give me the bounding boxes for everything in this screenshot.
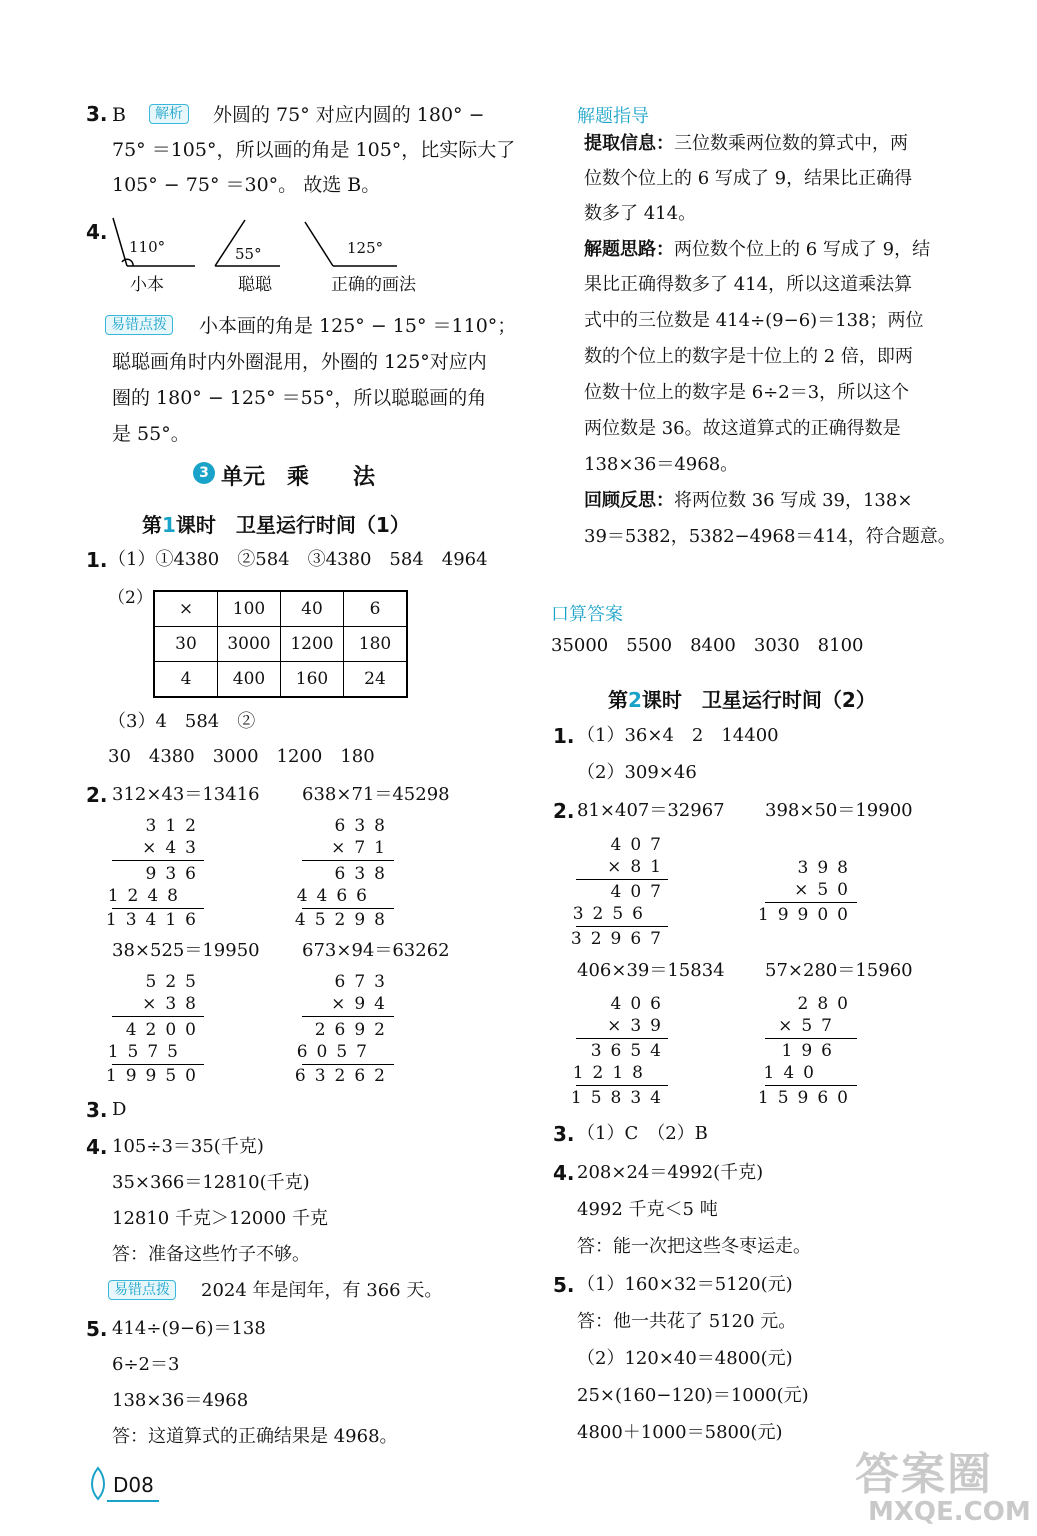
- vert-line: 407: [610, 882, 670, 902]
- r5-line4: 25×(160−120)＝1000(元): [577, 1385, 809, 1406]
- r4-line1: 208×24＝4992(千克): [577, 1162, 764, 1183]
- vert-line: 140: [763, 1063, 823, 1083]
- vert-line: 2692: [314, 1020, 394, 1040]
- vert-line: 15960: [757, 1088, 857, 1108]
- analysis-tag: 解析: [149, 104, 189, 124]
- r1-line1: （1）36×4 2 14400: [577, 725, 779, 746]
- vert-rule: [765, 1085, 857, 1086]
- vert-line: 13416: [105, 910, 205, 930]
- q3-answer: B: [112, 104, 126, 126]
- vert-line: 407: [610, 835, 670, 855]
- p4-line4: 答：准备这些竹子不够。: [112, 1244, 310, 1265]
- q4-tip-line1: 小本画的角是 125° − 15° ＝110°；: [199, 315, 517, 337]
- p5-line2: 6÷2＝3: [112, 1354, 180, 1375]
- vert-line: 4200: [125, 1020, 205, 1040]
- q3-number: 3.: [86, 102, 108, 126]
- guide-line: 两位数是 36。故这道算式的正确得数是: [584, 418, 901, 439]
- leaf-icon: [88, 1466, 108, 1502]
- name-xiaoben: 小本: [130, 275, 164, 295]
- vert-line: 3256: [572, 904, 652, 924]
- vert-line: 3654: [590, 1041, 670, 1061]
- p1-number: 1.: [86, 548, 108, 572]
- vert-line: 45298: [294, 910, 394, 930]
- q3-line1: 外圆的 75° 对应内圆的 180° −: [213, 104, 485, 126]
- guide-thinking: 解题思路：两位数个位上的 6 写成了 9，结: [584, 239, 931, 260]
- vert-line: 936: [145, 864, 205, 884]
- vert-line: 673: [334, 972, 394, 992]
- vert-line: ×71: [331, 838, 394, 858]
- p4-line1: 105÷3＝35(千克): [112, 1136, 264, 1157]
- r3-answer: （1）C （2）B: [577, 1123, 708, 1144]
- vert-line: 638: [334, 864, 394, 884]
- vert-line: 6057: [296, 1042, 376, 1062]
- table-cell: 3000: [218, 627, 281, 662]
- vert-line: 63262: [294, 1066, 394, 1086]
- vert-rule: [576, 879, 668, 880]
- r5-line1: （1）160×32＝5120(元): [577, 1274, 793, 1295]
- p1-line1: （1）①4380 ②584 ③4380 584 4964: [108, 549, 488, 570]
- angle-label-110: 110°: [129, 238, 166, 256]
- table-cell: 400: [218, 662, 281, 698]
- r5-line5: 4800＋1000＝5800(元): [577, 1422, 783, 1443]
- table-cell: 40: [281, 591, 344, 627]
- table-cell: 160: [281, 662, 344, 698]
- p4-line3: 12810 千克＞12000 千克: [112, 1208, 328, 1229]
- vert-line: ×57: [778, 1016, 841, 1036]
- vert-line: 398: [797, 858, 857, 878]
- vert-rule: [302, 1064, 394, 1065]
- p1-line3: （3）4 584 ②: [108, 711, 256, 732]
- q4-tip-line2: 聪聪画角时内外圈混用，外圈的 125°对应内: [112, 351, 487, 373]
- vert-line: 312: [145, 816, 205, 836]
- r2-eq3: 406×39＝15834: [577, 960, 725, 981]
- watermark-url: MXQE.COM: [868, 1497, 1031, 1527]
- r4-line2: 4992 千克＜5 吨: [577, 1199, 718, 1220]
- vert-line: ×94: [331, 994, 394, 1014]
- vert-line: ×43: [142, 838, 205, 858]
- unit-badge: 3: [193, 462, 215, 484]
- guide-line: 数多了 414。: [584, 203, 697, 224]
- vert-rule: [765, 902, 857, 903]
- p4-tip: 2024 年是闰年，有 366 天。: [201, 1280, 443, 1301]
- vert-line: 32967: [570, 929, 670, 949]
- r4-line3: 答：能一次把这些冬枣运走。: [577, 1236, 811, 1257]
- q4-tip-line4: 是 55°。: [112, 423, 190, 445]
- vert-rule: [302, 908, 394, 909]
- vert-line: ×81: [607, 857, 670, 877]
- r5-number: 5.: [553, 1273, 575, 1297]
- table-cell: 100: [218, 591, 281, 627]
- guide-line: 果比正确得数多了 414，所以这道乘法算: [584, 274, 913, 295]
- error-tip-tag: 易错点拨: [105, 315, 173, 335]
- p1-part2-label: （2）: [108, 588, 153, 608]
- p5-line4: 答：这道算式的正确结果是 4968。: [112, 1426, 398, 1447]
- vert-line: 15834: [570, 1088, 670, 1108]
- r1-line2: （2）309×46: [577, 762, 697, 783]
- r4-number: 4.: [553, 1161, 575, 1185]
- table-cell: 30: [154, 627, 218, 662]
- p2-eq1: 312×43＝13416: [112, 784, 260, 805]
- p5-line3: 138×36＝4968: [112, 1390, 249, 1411]
- table-cell: 24: [344, 662, 408, 698]
- r2-eq4: 57×280＝15960: [765, 960, 913, 981]
- lesson1-heading: 第1课时 卫星运行时间（1）: [142, 513, 410, 537]
- guide-title: 解题指导: [577, 106, 649, 127]
- guide-line: 位数个位上的 6 写成了 9，结果比正确得: [584, 168, 913, 189]
- table-cell: 1200: [281, 627, 344, 662]
- vert-line: ×39: [607, 1016, 670, 1036]
- vert-rule: [302, 860, 394, 861]
- r2-number: 2.: [553, 799, 575, 823]
- r5-line3: （2）120×40＝4800(元): [577, 1348, 793, 1369]
- guide-line: 位数十位上的数字是 6÷2＝3，所以这个: [584, 382, 910, 403]
- p2-number: 2.: [86, 783, 108, 807]
- vert-rule: [112, 1064, 204, 1065]
- page-number: D08: [113, 1473, 154, 1497]
- q4-tip-line3: 圈的 180° − 125° ＝55°，所以聪聪画的角: [112, 387, 487, 409]
- name-congcong: 聪聪: [238, 275, 272, 295]
- error-tip-tag: 易错点拨: [108, 1280, 176, 1300]
- r2-eq2: 398×50＝19900: [765, 800, 913, 821]
- guide-line: 39＝5382，5382−4968＝414，符合题意。: [584, 526, 956, 547]
- vert-line: 1248: [107, 886, 187, 906]
- p2-eq3: 38×525＝19950: [112, 940, 260, 961]
- p5-number: 5.: [86, 1317, 108, 1341]
- name-correct: 正确的画法: [331, 275, 416, 295]
- vert-line: 19900: [757, 905, 857, 925]
- angle-label-55: 55°: [235, 245, 262, 263]
- oral-title: 口算答案: [551, 604, 623, 625]
- vert-rule: [765, 1038, 857, 1039]
- vert-line: 4466: [296, 886, 376, 906]
- table-cell: 180: [344, 627, 408, 662]
- r3-number: 3.: [553, 1122, 575, 1146]
- vert-line: ×38: [142, 994, 205, 1014]
- guide-reflection: 回顾反思：将两位数 36 写成 39，138×: [584, 490, 913, 511]
- multiplication-table: [153, 590, 408, 698]
- angle-label-125: 125°: [347, 239, 384, 257]
- vert-rule: [112, 860, 204, 861]
- r2-eq1: 81×407＝32967: [577, 800, 725, 821]
- vert-line: 280: [797, 994, 857, 1014]
- p3-number: 3.: [86, 1098, 108, 1122]
- p1-line4: 30 4380 3000 1200 180: [108, 746, 375, 767]
- p4-line2: 35×366＝12810(千克): [112, 1172, 310, 1193]
- vert-rule: [576, 1085, 668, 1086]
- vert-rule: [112, 908, 204, 909]
- vert-line: 19950: [105, 1066, 205, 1086]
- table-cell: 4: [154, 662, 218, 698]
- q3-line3: 105° − 75° ＝30°。 故选 B。: [112, 174, 381, 196]
- vert-line: ×50: [794, 880, 857, 900]
- oral-answers: 35000 5500 8400 3030 8100: [551, 635, 864, 656]
- vert-rule: [576, 926, 668, 927]
- watermark-logo: 答案圈: [855, 1449, 993, 1500]
- lesson2-heading: 第2课时 卫星运行时间（2）: [608, 688, 876, 712]
- vert-line: 196: [781, 1041, 841, 1061]
- guide-line: 138×36＝4968。: [584, 454, 739, 475]
- r1-number: 1.: [553, 724, 575, 748]
- guide-info: 提取信息：三位数乘两位数的算式中，两: [584, 133, 908, 154]
- vert-line: 638: [334, 816, 394, 836]
- table-cell: 6: [344, 591, 408, 627]
- page-number-underline: [107, 1500, 159, 1502]
- q4-number: 4.: [86, 220, 108, 244]
- r5-line2: 答：他一共花了 5120 元。: [577, 1311, 797, 1332]
- vert-line: 1575: [107, 1042, 187, 1062]
- vert-line: 1218: [572, 1063, 652, 1083]
- guide-line: 式中的三位数是 414÷(9−6)＝138；两位: [584, 310, 924, 331]
- q3-line2: 75° ＝105°，所以画的角是 105°，比实际大了: [112, 139, 516, 161]
- vert-line: 525: [145, 972, 205, 992]
- guide-line: 数的个位上的数字是十位上的 2 倍，即两: [584, 346, 913, 367]
- table-cell: ×: [154, 591, 218, 627]
- vert-line: 406: [610, 994, 670, 1014]
- unit-title: 单元 乘 法: [221, 465, 376, 490]
- vert-rule: [302, 1016, 394, 1017]
- p3-answer: D: [112, 1099, 127, 1120]
- p2-eq4: 673×94＝63262: [302, 940, 450, 961]
- vert-rule: [576, 1038, 668, 1039]
- vert-rule: [112, 1016, 204, 1017]
- p2-eq2: 638×71＝45298: [302, 784, 450, 805]
- p5-line1: 414÷(9−6)＝138: [112, 1318, 266, 1339]
- p4-number: 4.: [86, 1135, 108, 1159]
